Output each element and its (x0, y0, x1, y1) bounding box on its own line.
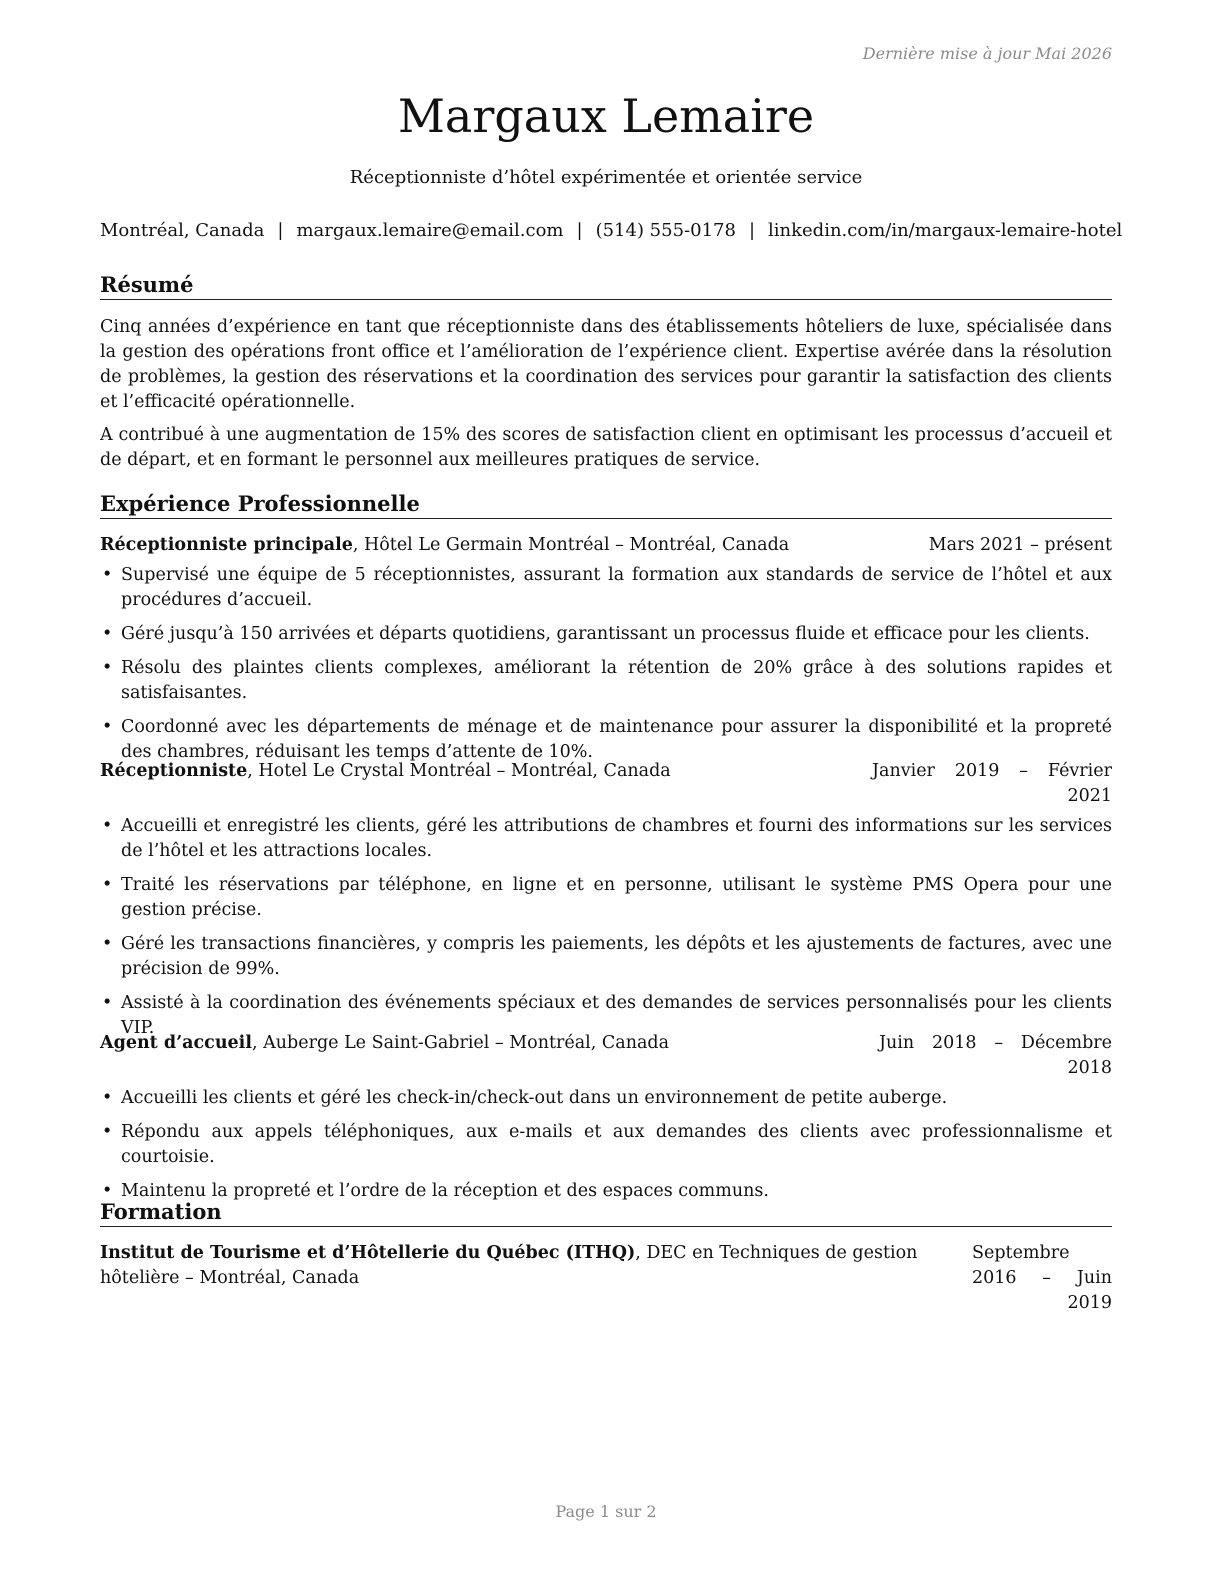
tagline: Réceptionniste d’hôtel expérimentée et orientée service (349, 167, 863, 188)
list-item: • Accueilli les clients et géré les check-in/check-out dans un environnement de petite auberge. (100, 1086, 1112, 1111)
job-bullets (100, 563, 1112, 774)
job-header (100, 533, 1112, 558)
job-dates: Juin 2018 – Décembre 2018 (879, 1033, 1112, 1078)
job-role: Agent d’accueil (100, 1033, 252, 1053)
job-header (100, 759, 1112, 806)
contact-separator: | (277, 220, 284, 241)
job-dates: Janvier 2019 – Février 2021 (872, 761, 1112, 806)
job-role: Réceptionniste principale (100, 535, 353, 555)
summary-paragraph: A contribué à une augmentation de 15% des scores de satisfaction client en optimisant les processus d’accueil et de départ, et en formant le personnel aux meilleures pratiques de service. (100, 425, 1112, 470)
education-program: , DEC en Techniques de gestion hôtelière – Montréal, Canada (100, 1243, 918, 1288)
contact-location: Montréal, Canada (100, 220, 265, 241)
contact-email[interactable]: margaux.lemaire@email.com (296, 220, 564, 241)
list-item: • Traité les réservations par téléphone, en ligne et en personne, utilisant le système PMS Opera pour une gestion précise. (100, 873, 1112, 923)
education-entry (100, 1241, 1112, 1313)
candidate-name: Margaux Lemaire (397, 89, 815, 143)
contact-line (100, 220, 1123, 241)
list-item: • Coordonné avec les départements de ménage et de maintenance pour assurer la disponibilité et la propreté des chambres, réduisant les temps d’attente de 10%. (100, 715, 1112, 765)
job-dates: Mars 2021 – présent (928, 535, 1112, 555)
job-header (100, 1031, 1112, 1078)
list-item: • Résolu des plaintes clients complexes, améliorant la rétention de 20% grâce à des solutions rapides et satisfaisantes. (100, 656, 1112, 706)
list-item: • Géré jusqu’à 150 arrivées et départs quotidiens, garantissant un processus fluide et efficace pour les clients. (100, 622, 1112, 647)
job-bullets (100, 1086, 1112, 1213)
contact-phone: (514) 555-0178 (595, 220, 736, 241)
list-item: • Répondu aux appels téléphoniques, aux e-mails et aux demandes des clients avec professionnalisme et courtoisie. (100, 1120, 1112, 1170)
education-school: Institut de Tourisme et d’Hôtellerie du Québec (ITHQ) (100, 1243, 636, 1263)
job-role: Réceptionniste (100, 761, 248, 781)
list-item: • Géré les transactions financières, y compris les paiements, les dépôts et les ajustements de factures, avec une précision de 99%. (100, 932, 1112, 982)
education-dates: Septembre 2016 – Juin 2019 (972, 1243, 1112, 1313)
job-employer: , Auberge Le Saint-Gabriel – Montréal, Canada (251, 1033, 670, 1053)
last-updated: Dernière mise à jour Mai 2026 (862, 44, 1112, 63)
section-title-experience: Expérience Professionnelle (100, 490, 1112, 519)
job-employer: , Hotel Le Crystal Montréal – Montréal, Canada (247, 761, 671, 781)
page-number: Page 1 sur 2 (555, 1502, 657, 1521)
education-details (100, 1241, 980, 1291)
list-item: • Supervisé une équipe de 5 réceptionnistes, assurant la formation aux standards de service de l’hôtel et aux procédures d’accueil. (100, 563, 1112, 613)
list-item: • Maintenu la propreté et l’ordre de la réception et des espaces communs. (100, 1179, 1112, 1204)
section-title-summary: Résumé (100, 271, 1112, 300)
contact-separator: | (576, 220, 583, 241)
section-title-education: Formation (100, 1198, 1112, 1227)
contact-linkedin[interactable]: linkedin.com/in/margaux-lemaire-hotel (768, 220, 1123, 241)
summary-paragraph: Cinq années d’expérience en tant que réceptionniste dans des établissements hôteliers de luxe, spécialisée dans la gestion des opérations front office et l’amélioration de l’expérience client. Expertise avérée dans la résolution de problèmes, la gestion des réservations et la coordination des services pour garantir la satisfaction des clients et l’efficacité opérationnelle. (100, 317, 1112, 412)
list-item: • Accueilli et enregistré les clients, géré les attributions de chambres et fourni des informations sur les services de l’hôtel et les attractions locales. (100, 814, 1112, 864)
contact-separator: | (748, 220, 756, 241)
job-bullets (100, 814, 1112, 1050)
summary-text (100, 315, 1112, 473)
job-employer: , Hôtel Le Germain Montréal – Montréal, Canada (352, 535, 790, 555)
list-item: • Assisté à la coordination des événements spéciaux et des demandes de services personnalisés pour les clients VIP. (100, 991, 1112, 1041)
